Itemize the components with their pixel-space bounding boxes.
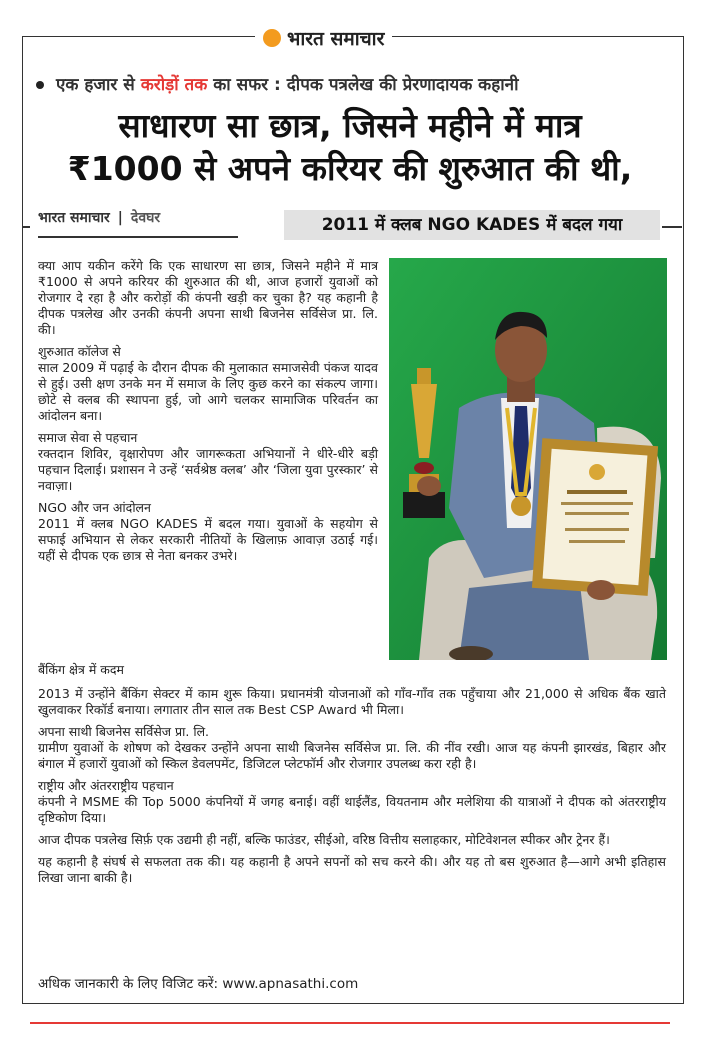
headline <box>30 104 670 190</box>
paragraph-roles: आज दीपक पत्रलेख सिर्फ़ एक उद्यमी ही नहीं, बल्कि फाउंडर, सीईओ, वरिष्ठ वित्तीय सलाहकार, मोटिवेशनल स्पीकर और ट्रेनर हैं। <box>38 832 610 847</box>
byline-location: देवघर <box>130 210 161 226</box>
section-title-college: शुरुआत कॉलेज से <box>38 344 121 359</box>
section-title-recognition: राष्ट्रीय और अंतरराष्ट्रीय पहचान <box>38 778 174 793</box>
masthead-title: भारत समाचार <box>287 28 385 50</box>
article-column <box>38 258 378 570</box>
headline-line-2: ₹1000 से अपने करियर की शुरुआत की थी, <box>67 149 633 188</box>
rule-left <box>22 226 30 228</box>
section-title-company: अपना साथी बिजनेस सर्विसेज प्रा. लि. <box>38 724 210 739</box>
website-link[interactable]: अधिक जानकारी के लिए विजिट करें: www.apnasathi.com <box>38 976 359 992</box>
byline-separator: | <box>117 210 123 226</box>
portrait-illustration <box>389 258 667 660</box>
masthead <box>255 22 392 54</box>
kicker <box>36 72 519 95</box>
section-text-banking: 2013 में उन्होंने बैंकिंग सेक्टर में काम शुरू किया। प्रधानमंत्री योजनाओं को गाँव-गाँव तक पहुँचाया और 21,000 से अधिक बैंक खाते खुलवाकर रिकॉर्ड बनाया। लगातार तीन साल तक Best CSP Award भी मिला। <box>38 686 666 717</box>
section-text-social-service: रक्तदान शिविर, वृक्षारोपण और जागरूकता अभियानों ने धीरे-धीरे बड़ी पहचान दिलाई। प्रशासन ने उन्हें ‘सर्वश्रेष्ठ क्लब’ और ‘जिला युवा पुरस्कार’ से नवाज़ा। <box>38 446 378 493</box>
section-text-ngo: 2011 में क्लब NGO KADES में बदल गया। युवाओं के सहयोग से सफाई अभियान से लेकर सरकारी नीतियों के खिलाफ़ आवाज़ उठाई गई। यहीं से दीपक एक छात्र से नेता बनकर उभरे। <box>38 516 378 563</box>
section-title-social-service: समाज सेवा से पहचान <box>38 430 138 445</box>
byline-rule <box>38 236 238 238</box>
article-full-width <box>38 662 666 892</box>
section-text-college: साल 2009 में पढ़ाई के दौरान दीपक की मुलाकात समाजसेवी पंकज यादव से हुई। उसी क्षण उनके मन में समाज के लिए कुछ करने का संकल्प जागा। छोटे से क्लब की स्थापना हुई, जो आगे चलकर सामाजिक परिवर्तन का आंदोलन बना। <box>38 360 378 423</box>
paragraph-closing: यह कहानी है संघर्ष से सफलता तक की। यह कहानी है अपने सपनों को सच करने की। और यह तो बस शुरुआत है—आगे अभी इतिहास लिखा जाना बाकी है। <box>38 854 666 885</box>
subheadline: 2011 में क्लब NGO KADES में बदल गया <box>284 210 660 240</box>
intro-paragraph: क्या आप यकीन करेंगे कि एक साधारण सा छात्र, जिसने महीने में मात्र ₹1000 से अपने करियर की शुरुआत की थी, आज हजारों युवाओं को रोजगार दे रहा है और करोड़ों की कंपनी खड़ी कर चुका है? यह कहानी है दीपक पत्रलेख और उनकी कंपनी अपना साथी बिजनेस सर्विसेज प्रा. लि. की। <box>38 258 378 337</box>
sun-logo-icon <box>263 29 281 47</box>
portrait-photo <box>389 258 667 660</box>
section-title-banking: बैंकिंग क्षेत्र में कदम <box>38 662 124 677</box>
kicker-highlight: करोड़ों तक <box>140 75 208 95</box>
kicker-suffix: का सफर : दीपक पत्रलेख की प्रेरणादायक कहानी <box>207 75 519 95</box>
byline <box>38 208 238 227</box>
kicker-prefix: एक हजार से <box>56 75 141 95</box>
bullet-icon <box>36 81 44 89</box>
section-text-recognition: कंपनी ने MSME की Top 5000 कंपनियों में जगह बनाई। वहीं थाईलैंड, वियतनाम और मलेशिया की यात्राओं ने दीपक को अंतरराष्ट्रीय दृष्टिकोण दिया। <box>38 794 666 825</box>
section-title-ngo: NGO और जन आंदोलन <box>38 500 151 515</box>
byline-source: भारत समाचार <box>38 210 110 226</box>
section-text-company: ग्रामीण युवाओं के शोषण को देखकर उन्होंने अपना साथी बिजनेस सर्विसेज प्रा. लि. की नींव रखी। आज यह कंपनी झारखंड, बिहार और बंगाल में हजारों युवाओं को स्किल डेवलपमेंट, डिजिटल प्लेटफॉर्म और रोजगार उपलब्ध करा रही है। <box>38 740 666 771</box>
rule-right <box>662 226 682 228</box>
headline-line-1: साधारण सा छात्र, जिसने महीने में मात्र <box>118 106 582 145</box>
footer-red-rule <box>30 1022 670 1024</box>
